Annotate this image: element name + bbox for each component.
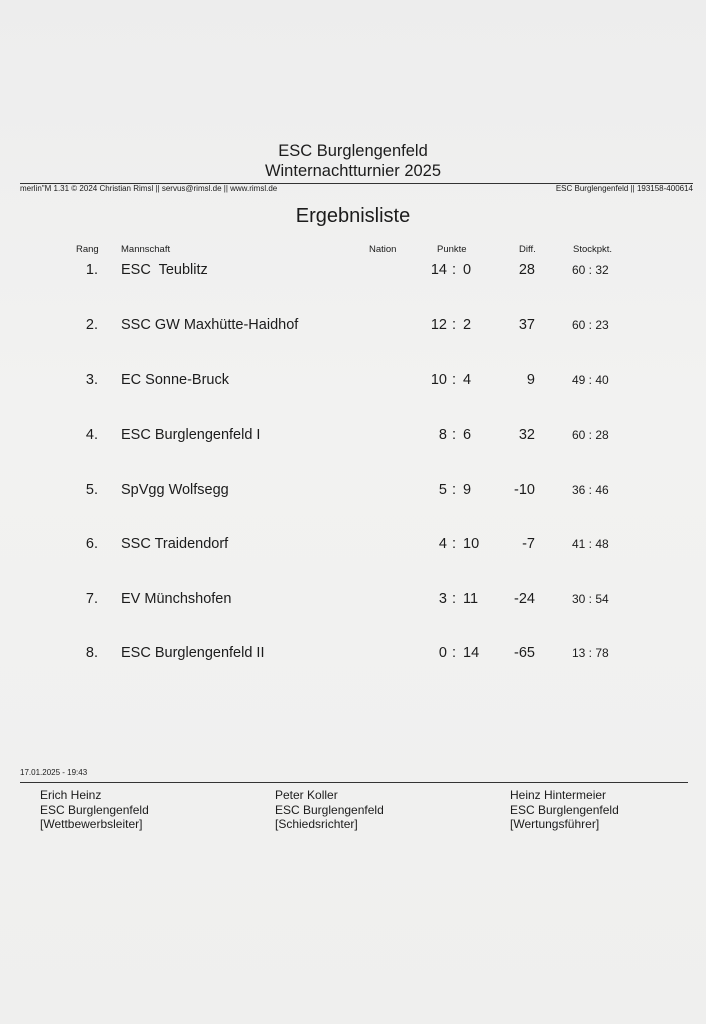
stock-points-cell: 60 : 23 [572, 318, 609, 332]
table-row [0, 262, 706, 284]
event-title: Winternachtturnier 2025 [264, 162, 442, 180]
signatory-name: Erich Heinz [40, 788, 102, 802]
points-for-cell: 0 [438, 645, 447, 661]
points-against-cell: 4 [463, 372, 472, 388]
points-separator: : [452, 482, 457, 498]
rank-cell: 7. [85, 591, 98, 607]
table-row [0, 591, 706, 613]
column-header-points: Punkte [437, 244, 467, 255]
points-against-cell: 2 [463, 317, 472, 333]
signatory-name: Heinz Hintermeier [510, 788, 607, 802]
table-row [0, 536, 706, 558]
stock-points-cell: 30 : 54 [572, 592, 609, 606]
print-datetime: 17.01.2025 - 19:43 [20, 768, 88, 777]
points-for-cell: 4 [438, 536, 447, 552]
column-header-rank: Rang [76, 244, 99, 255]
rank-cell: 1. [85, 262, 98, 278]
rank-cell: 8. [85, 645, 98, 661]
signatory-scorekeeper [510, 788, 619, 832]
signatory-name: Peter Koller [275, 788, 338, 802]
list-title: Ergebnisliste [295, 205, 411, 227]
team-cell: EV Münchshofen [121, 591, 232, 607]
rank-cell: 3. [85, 372, 98, 388]
points-for-cell: 12 [430, 317, 447, 333]
column-header-nation: Nation [369, 244, 397, 255]
diff-cell: -65 [514, 645, 535, 661]
signatory-club: ESC Burglengenfeld [40, 802, 149, 817]
team-cell: SSC Traidendorf [121, 536, 229, 552]
points-against-cell: 9 [463, 482, 472, 498]
points-separator: : [452, 372, 457, 388]
points-separator: : [452, 317, 457, 333]
points-for-cell: 8 [438, 427, 447, 443]
rank-cell: 2. [85, 317, 98, 333]
table-row [0, 427, 706, 449]
signatory-club: ESC Burglengenfeld [275, 802, 384, 817]
column-header-team: Mannschaft [121, 244, 171, 255]
stock-points-cell: 41 : 48 [572, 537, 609, 551]
column-header-diff: Diff. [519, 244, 536, 255]
signatory-competition-director [40, 788, 149, 832]
team-cell: ESC Teublitz [121, 262, 208, 278]
points-against-cell: 14 [463, 645, 480, 661]
organization-title: ESC Burglengenfeld [278, 142, 428, 160]
stock-points-cell: 36 : 46 [572, 483, 609, 497]
team-cell: ESC Burglengenfeld I [121, 427, 261, 443]
stock-points-cell: 60 : 32 [572, 263, 609, 277]
points-separator: : [452, 262, 457, 278]
points-against-cell: 6 [463, 427, 472, 443]
license-info: ESC Burglengenfeld || 193158-400614 [555, 184, 693, 193]
table-row [0, 317, 706, 339]
rank-cell: 6. [85, 536, 98, 552]
diff-cell: 37 [518, 317, 535, 333]
stock-points-cell: 49 : 40 [572, 373, 609, 387]
column-header-stock-points: Stockpkt. [573, 244, 613, 255]
software-credit: merlin"M 1.31 © 2024 Christian Rimsl || servus@rimsl.de || www.rimsl.de [20, 184, 278, 193]
team-cell: ESC Burglengenfeld II [121, 645, 265, 661]
points-separator: : [452, 645, 457, 661]
points-for-cell: 5 [438, 482, 447, 498]
table-row [0, 645, 706, 667]
points-separator: : [452, 591, 457, 607]
team-cell: SSC GW Maxhütte-Haidhof [121, 317, 299, 333]
team-cell: EC Sonne-Bruck [121, 372, 229, 388]
signatory-role: [Wertungsführer] [510, 817, 600, 831]
diff-cell: 28 [518, 262, 535, 278]
signatory-role: [Schiedsrichter] [275, 817, 358, 831]
points-separator: : [452, 427, 457, 443]
points-for-cell: 10 [430, 372, 447, 388]
signatory-referee [275, 788, 384, 832]
rank-cell: 4. [85, 427, 98, 443]
table-row [0, 482, 706, 504]
points-for-cell: 14 [430, 262, 447, 278]
team-cell: SpVgg Wolfsegg [121, 482, 229, 498]
signatory-role: [Wettbewerbsleiter] [40, 817, 143, 831]
points-separator: : [452, 536, 457, 552]
diff-cell: -7 [522, 536, 535, 552]
points-against-cell: 10 [463, 536, 480, 552]
diff-cell: -24 [514, 591, 535, 607]
footer-divider [20, 782, 688, 783]
stock-points-cell: 13 : 78 [572, 646, 609, 660]
points-against-cell: 0 [463, 262, 472, 278]
diff-cell: -10 [514, 482, 535, 498]
table-row [0, 372, 706, 394]
diff-cell: 32 [518, 427, 535, 443]
points-for-cell: 3 [438, 591, 447, 607]
points-against-cell: 11 [463, 591, 479, 607]
stock-points-cell: 60 : 28 [572, 428, 609, 442]
diff-cell: 9 [526, 372, 535, 388]
signatory-club: ESC Burglengenfeld [510, 802, 619, 817]
rank-cell: 5. [85, 482, 98, 498]
